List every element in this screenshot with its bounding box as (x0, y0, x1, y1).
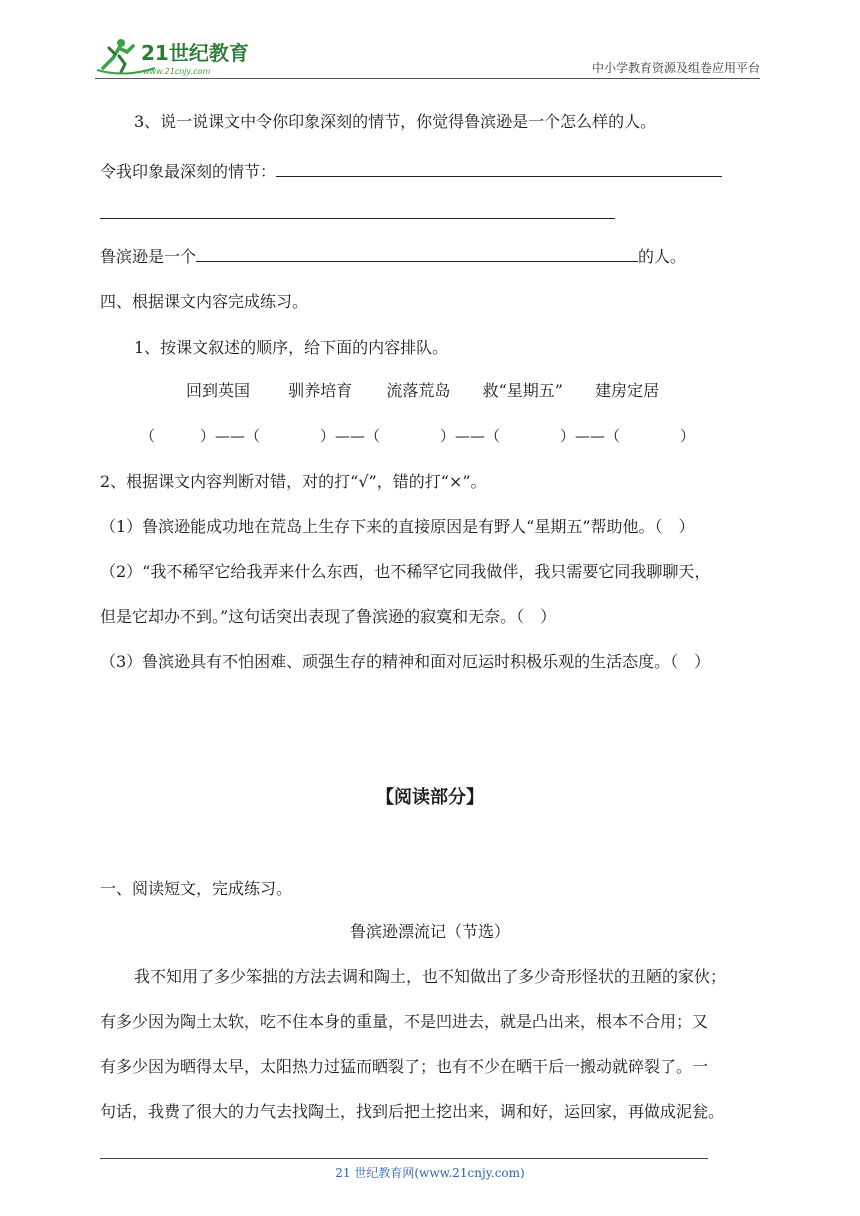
q3-person-label: 鲁滨逊是一个 (100, 247, 197, 266)
header-platform-text: 中小学教育资源及组卷应用平台 (591, 61, 760, 75)
reading-heading: 一、阅读短文，完成练习。 (100, 879, 293, 898)
judgement-statement-2: （2）“我不稀罕它给我弄来什么东西，也不稀罕它同我做伴，我只需要它同我聊聊天， (100, 562, 711, 581)
q3-person-blank[interactable] (196, 243, 638, 262)
section4-q2-prompt: 2、根据课文内容判断对错，对的打“√”，错的打“×”。 (100, 472, 487, 491)
page-header (95, 30, 760, 80)
sequence-answer-line[interactable]: （ ）——（ ）——（ ）——（ ）——（ ） (140, 427, 696, 445)
sequence-item: 流落荒岛 (386, 381, 451, 400)
site-logo (95, 34, 265, 78)
logo-url: www.21cnjy.com (143, 67, 211, 76)
judgement-statement-2-cont: 但是它却办不到。”这句话突出表现了鲁滨逊的寂寞和无奈。（ ） (100, 607, 557, 626)
q3-prompt: 3、说一说课文中令你印象深刻的情节，你觉得鲁滨逊是一个怎么样的人。 (134, 112, 657, 131)
judgement-statement-1: （1）鲁滨逊能成功地在荒岛上生存下来的直接原因是有野人“星期五”帮助他。（ ） (100, 517, 695, 536)
passage-line: 有多少因为陶土太软，吃不住本身的重量，不是凹进去，就是凸出来，根本不合用；又 (100, 1012, 709, 1031)
header-divider (95, 78, 760, 79)
q3-person-suffix: 的人。 (638, 247, 687, 266)
passage-line: 句话，我费了很大的力气去找陶土，找到后把土挖出来，调和好，运回家，再做成泥瓮。 (100, 1102, 725, 1121)
passage-line: 有多少因为晒得太早，太阳热力过猛而晒裂了；也有不少在晒干后一搬动就碎裂了。一 (100, 1057, 709, 1076)
sequence-item: 建房定居 (595, 381, 660, 400)
q3-plot-label: 令我印象最深刻的情节： (100, 162, 277, 181)
q3-person-row (100, 243, 686, 269)
sequence-item: 回到英国 (186, 381, 251, 400)
q3-plot-blank[interactable] (276, 158, 722, 177)
reading-section-title: 【阅读部分】 (376, 787, 484, 808)
logo-text: 21世纪教育 (141, 41, 249, 65)
passage-title: 鲁滨逊漂流记（节选） (349, 922, 510, 941)
sequence-items (186, 379, 659, 403)
footer-divider (100, 1158, 708, 1159)
sequence-item: 救“星期五” (482, 381, 563, 400)
section4-heading: 四、根据课文内容完成练习。 (100, 292, 309, 311)
section4-q1-prompt: 1、按课文叙述的顺序，给下面的内容排队。 (134, 338, 449, 357)
judgement-statement-3: （3）鲁滨逊具有不怕困难、顽强生存的精神和面对厄运时积极乐观的生活态度。（ ） (100, 652, 711, 671)
q3-plot-row (100, 158, 722, 184)
footer-link[interactable]: 21 世纪教育网(www.21cnjy.com) (335, 1166, 525, 1180)
passage-line: 我不知用了多少笨拙的方法去调和陶土，也不知做出了多少奇形怪状的丑陋的家伙； (134, 967, 727, 986)
sequence-item: 驯养培育 (288, 381, 353, 400)
q3-plot-row-2 (100, 200, 615, 226)
q3-plot-blank-2[interactable] (100, 200, 615, 219)
